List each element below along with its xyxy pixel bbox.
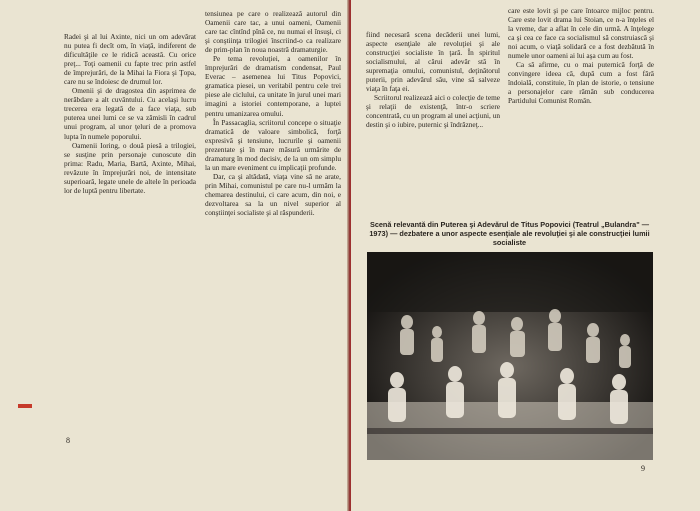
paragraph: Dar, ca şi altădată, viaţa vine să ne arate, prin Mihai, comunistul pe care nu-l urmăm la chemarea destinului, ci care acum, din noi, e dezvoltarea sa la un nivel superior al conştiinţei socialiste şi al răspunderii. [205,171,341,218]
left-page-column-2 [205,9,341,431]
paragraph: tensiunea pe care o realizează autorul din Oamenii care tac, a unui oameni, Oamenii care tac cîntînd pînă ce, nu numai el însuşi, ci şi conştiinţa trilogiei înscriind-o ca realizare de prim-plan în noua noastră dramaturgie. [205,9,341,55]
right-page-column-1 [366,30,500,220]
paragraph: Oamenii Ioring, o două piesă a trilogiei, se susţine prin personaje cunoscute din prima: Radu, Maria, Bartă, Axinte, Mihai, revăzute în împrejurări noi, de intensitate superioară, legate unele de altele în perioada lor de luptă pentru libertate. [64,140,196,195]
bookmark-ribbon [18,404,32,408]
photo-caption: Scenă relevantă din Puterea şi Adevărul de Titus Popovici (Teatrul „Bulandra" — 1973) — dezbatere a unor aspecte esenţiale ale revoluţiei şi ale construcţiei lumii socialiste [369,220,650,247]
paragraph: fiind necesară scena decăderii unei lumi, aspecte esenţiale ale revoluţiei şi ale construcţiei socialiste în ţară. În spiritul socialismului, al cărui adevăr stă în supremaţia omului, comunistul, deţinătorul puterii, prin adevărul său, vine să salveze viaţa în faţa ei. [366,30,500,94]
paragraph: Scriitorul realizează aici o colecţie de teme şi relaţii de existenţă, într-o scriere concentrată, cu un program al unei acţiuni, un destin şi o iubire, puternic şi îndrăzneţ... [366,93,500,130]
paragraph: Omenii şi de dragostea din asprimea de nerăbdare a alt cuvântului. Cu acelaşi lucru trecerea era legată de a face viaţa, sub puterea unei lumi ce se va zămisli în cadrul unui program, al unor ţeluri de a promova lupta în numele poporului. [64,86,196,141]
paragraph: Pe tema revoluţiei, a oamenilor în împrejurări de dramatism condensat, Paul Everac – asemenea lui Titus Popovici, gramatica piesei, un veritabil pentru cele trei piese ale ciclului, ca unitate în jurul unei mari imagini a istoriei contemporane, a luptei pentru umanizarea omului. [205,54,341,118]
paragraph: În Passacaglia, scriitorul concepe o situaţie dramatică de valoare simbolică, forţă expresivă şi tensiune, lucrurile şi oamenii prezentate şi în mare măsură urmărite de dramaturg în mod decisiv, de la un om simplu la un mare eveniment cu implicaţii profunde. [205,117,341,172]
photo-image [367,252,653,460]
left-page-column-1 [64,32,196,432]
page-number-left: 8 [66,436,70,445]
paragraph: Radei şi al lui Axinte, nici un om adevărat nu putea fi decît om, în viaţă, indiferent de dificultăţile ce le ridică această. Cu orice preţ... Toţi oamenii cu fapte trec prin astfel de împrejurări, de la Mihai la Fiora şi Ţopa, care nu se îndoiesc de drumul lor. [64,32,196,87]
theatre-scene-photo [367,252,653,460]
page-number-right: 9 [641,464,645,473]
right-page-column-2 [508,6,654,220]
paragraph: care este lovit şi pe care întoarce mijloc pentru. Care este lovit drama lui Stoian, ce n-a înţeles el la vreme, dar a aflat în cele din urmă. A înţelege ca şi cea ce face ca socialismul să construiască şi noi acum, o viaţă solidară ce a fost dezbătută în numele unor oameni ai lui aşa cum au fost. [508,6,654,61]
paragraph: Ca să afirme, cu o mai puternică forţă de convingere ideea că, după cum a fost fără îndoială, constituie, în plan de istorie, o tensiune a personajelor care rămân sub conducerea Partidului Comunist Român. [508,60,654,106]
